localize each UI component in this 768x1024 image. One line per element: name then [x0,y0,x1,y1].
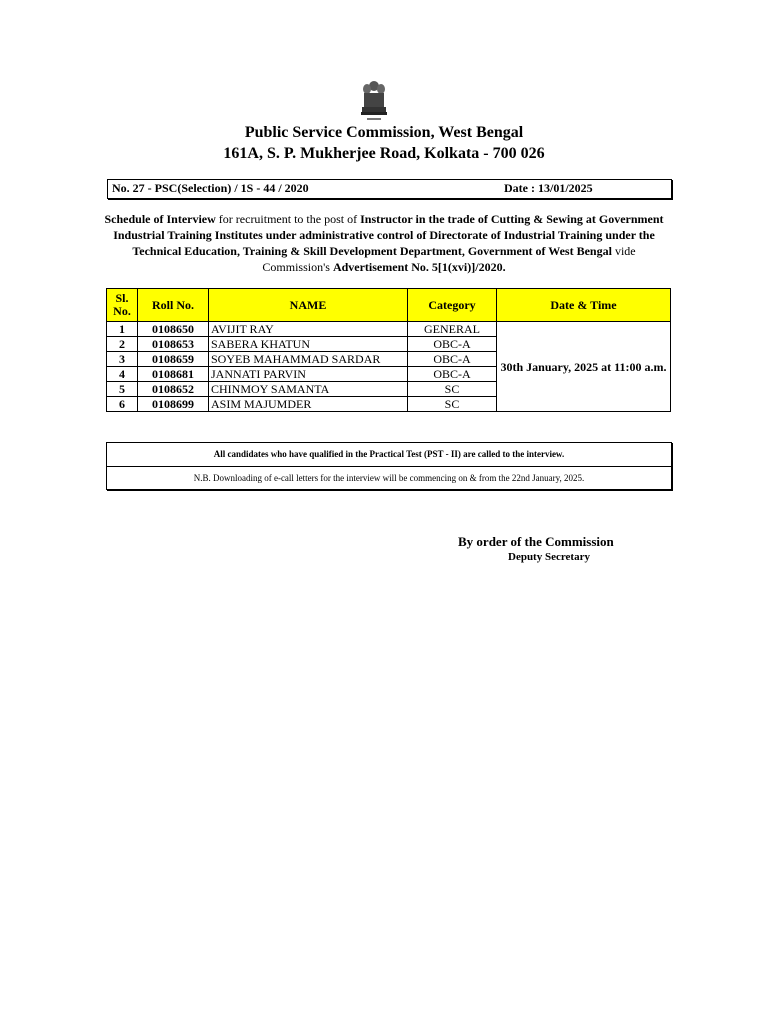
table-header-row [107,289,671,322]
reference-number: No. 27 - PSC(Selection) / 1S - 44 / 2020 [112,181,309,195]
header-roll-no: Roll No. [138,289,209,322]
organization-address: 161A, S. P. Mukherjee Road, Kolkata - 700 026 [223,145,545,162]
e-call-letter-note: N.B. Downloading of e-call letters for the interview will be commencing on & from the 22nd January, 2025. [193,473,585,483]
cell-sl-no: 2 [107,337,138,352]
cell-roll-no: 0108681 [138,367,209,382]
header-sl-line1: Sl. [115,291,129,305]
intro-recruitment-text: for recruitment to the post of [215,212,361,226]
cell-category: OBC-A [408,352,497,367]
signature-order: By order of the Commission [458,534,614,549]
header-category: Category [408,289,497,322]
table-row [107,322,671,337]
cell-sl-no: 1 [107,322,138,337]
reference-box [107,179,672,199]
cell-sl-no: 6 [107,397,138,412]
signature-title: Deputy Secretary [508,551,590,563]
qualification-note: All candidates who have qualified in the Practical Test (PST - II) are called to the interview. [107,443,671,467]
intro-schedule-label: Schedule of Interview [104,212,216,226]
notes-box [106,442,672,490]
cell-category: SC [408,382,497,397]
cell-roll-no: 0108653 [138,337,209,352]
cell-name: CHINMOY SAMANTA [209,382,408,397]
header-sl-line2: No. [113,304,131,318]
cell-category: GENERAL [408,322,497,337]
cell-name: SOYEB MAHAMMAD SARDAR [209,352,408,367]
organization-name: Public Service Commission, West Bengal [244,124,524,141]
cell-category: OBC-A [408,367,497,382]
intro-post-details: Instructor in the trade of Cutting & Sewing at Government Industrial Training Institutes under administrative control of Directorate of Industrial Training under the Technical Education, Training & Skill Development Department, Government of West Bengal [113,212,664,258]
cell-name: SABERA KHATUN [209,337,408,352]
intro-advertisement-number: Advertisement No. 5[1(xvi)]/2020. [332,260,506,274]
header-date-time: Date & Time [497,289,671,322]
state-emblem-icon [358,78,390,124]
cell-category: SC [408,397,497,412]
cell-name: JANNATI PARVIN [209,367,408,382]
intro-vide-text: vide Commission's [262,244,636,274]
cell-roll-no: 0108699 [138,397,209,412]
reference-date: Date : 13/01/2025 [504,181,593,195]
cell-interview-datetime: 30th January, 2025 at 11:00 a.m. [497,322,671,412]
header-name: NAME [209,289,408,322]
interview-notice-text [100,211,668,275]
cell-roll-no: 0108650 [138,322,209,337]
cell-name: ASIM MAJUMDER [209,397,408,412]
cell-sl-no: 4 [107,367,138,382]
cell-roll-no: 0108659 [138,352,209,367]
interview-schedule-table [106,288,671,412]
header-sl-no [107,289,138,322]
cell-name: AVIJIT RAY [209,322,408,337]
cell-sl-no: 3 [107,352,138,367]
cell-category: OBC-A [408,337,497,352]
cell-roll-no: 0108652 [138,382,209,397]
cell-sl-no: 5 [107,382,138,397]
